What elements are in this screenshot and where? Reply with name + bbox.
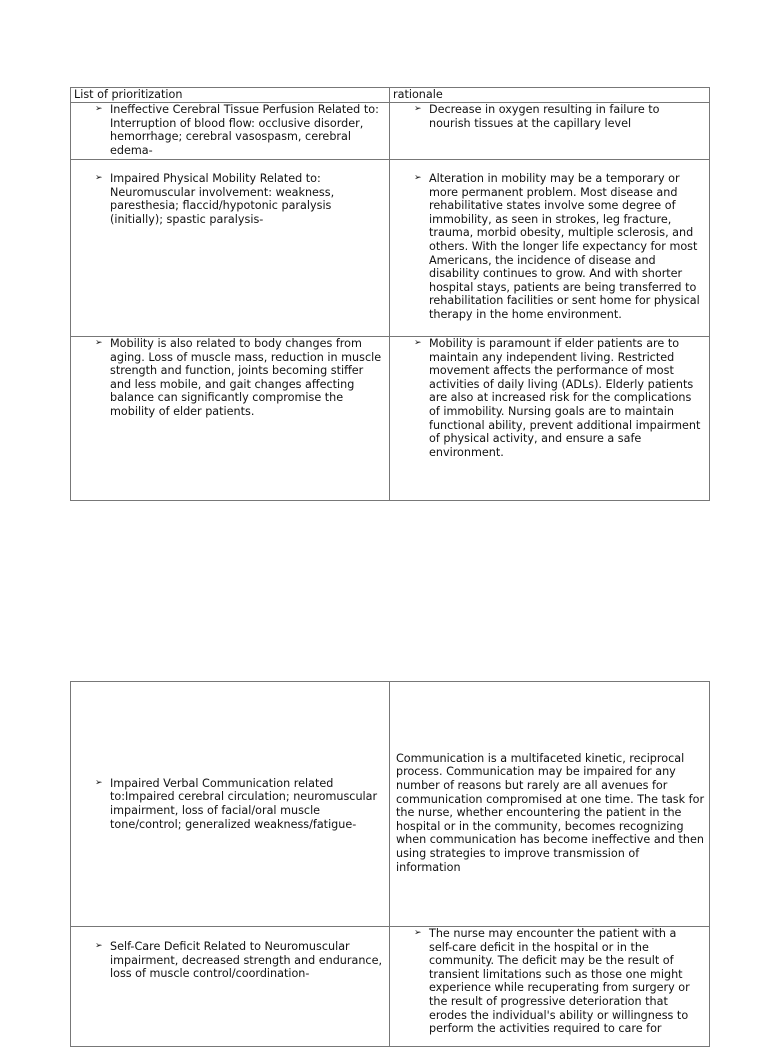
diagnosis-text: Self-Care Deficit Related to Neuromuscular impairment, decreased strength and endurance, loss of muscle control/coordination- [110, 940, 383, 981]
rationale-text: Alteration in mobility may be a temporary or more permanent problem. Most disease and rehabilitative states involve some degree of immobility, as seen in strokes, leg fracture, trauma, morbid obesity, multiple sclerosis, and others. With the longer life expectancy for most Americans, the incidence of disease and disability continues to grow. And with shorter hospital stays, patients are being transferred to rehabilitation facilities or sent home for physical therapy in the home environment. [429, 172, 700, 321]
table-row [71, 682, 710, 927]
rationale-cell [390, 160, 710, 337]
rationale-text: Mobility is paramount if elder patients are to maintain any independent living. Restricted movement affects the performance of most activities of daily living (ADLs). Elderly patients are also at increased risk for the complications of immobility. Nursing goals are to maintain functional ability, prevent additional impairment of physical activity, and ensure a safe environment. [429, 337, 701, 459]
prioritization-table-2 [70, 681, 710, 1047]
arrow-bullet-icon: ➢ [95, 104, 103, 114]
diagnosis-cell [71, 103, 390, 160]
table-row [71, 337, 710, 501]
header-rationale: rationale [390, 88, 710, 103]
rationale-cell [390, 103, 710, 160]
rationale-cell [390, 682, 710, 927]
arrow-bullet-icon: ➢ [95, 338, 103, 348]
arrow-bullet-icon: ➢ [95, 173, 103, 183]
diagnosis-cell [71, 682, 390, 927]
prioritization-table-1 [70, 87, 710, 501]
header-list-of-prioritization: List of prioritization [71, 88, 390, 103]
arrow-bullet-icon: ➢ [414, 338, 422, 348]
diagnosis-text: Impaired Physical Mobility Related to: Neuromuscular involvement: weakness, paresthesia; flaccid/hypotonic paralysis (initially); spastic paralysis- [110, 172, 335, 226]
arrow-bullet-icon: ➢ [95, 777, 103, 788]
rationale-cell [390, 927, 710, 1047]
table-row [71, 103, 710, 160]
diagnosis-text: Impaired Verbal Communication related to:Impaired cerebral circulation; neuromuscular impairment, loss of facial/oral muscle tone/control; generalized weakness/fatigue- [110, 776, 378, 831]
diagnosis-text: Ineffective Cerebral Tissue Perfusion Related to: Interruption of blood flow: occlusive disorder, hemorrhage; cerebral vasospasm, cerebral edema- [110, 103, 379, 157]
arrow-bullet-icon: ➢ [95, 941, 103, 951]
diagnosis-cell [71, 337, 390, 501]
rationale-cell [390, 337, 710, 501]
diagnosis-cell [71, 927, 390, 1047]
table-header-row [71, 88, 710, 103]
arrow-bullet-icon: ➢ [414, 104, 422, 114]
diagnosis-cell [71, 160, 390, 337]
table-row [71, 927, 710, 1047]
rationale-text: Decrease in oxygen resulting in failure to nourish tissues at the capillary level [429, 103, 660, 130]
table-row [71, 160, 710, 337]
rationale-text: Communication is a multifaceted kinetic, reciprocal process. Communication may be impaired for any number of reasons but rarely are all avenues for communication compromised at one time. The task for the nurse, whether encountering the patient in the hospital or in the community, becomes recognizing when communication has become ineffective and then using strategies to improve transmission of information [396, 751, 705, 874]
arrow-bullet-icon: ➢ [414, 173, 422, 183]
diagnosis-text: Mobility is also related to body changes from aging. Loss of muscle mass, reduction in muscle strength and function, joints becoming stiffer and less mobile, and gait changes affecting balance can significantly compromise the mobility of elder patients. [110, 337, 382, 418]
rationale-text: The nurse may encounter the patient with a self-care deficit in the hospital or in the community. The deficit may be the result of transient limitations such as those one might experience while recuperating from surgery or the result of progressive deterioration that erodes the individual's ability or willingness to perform the activities required to care for [429, 927, 690, 1036]
arrow-bullet-icon: ➢ [414, 928, 422, 938]
